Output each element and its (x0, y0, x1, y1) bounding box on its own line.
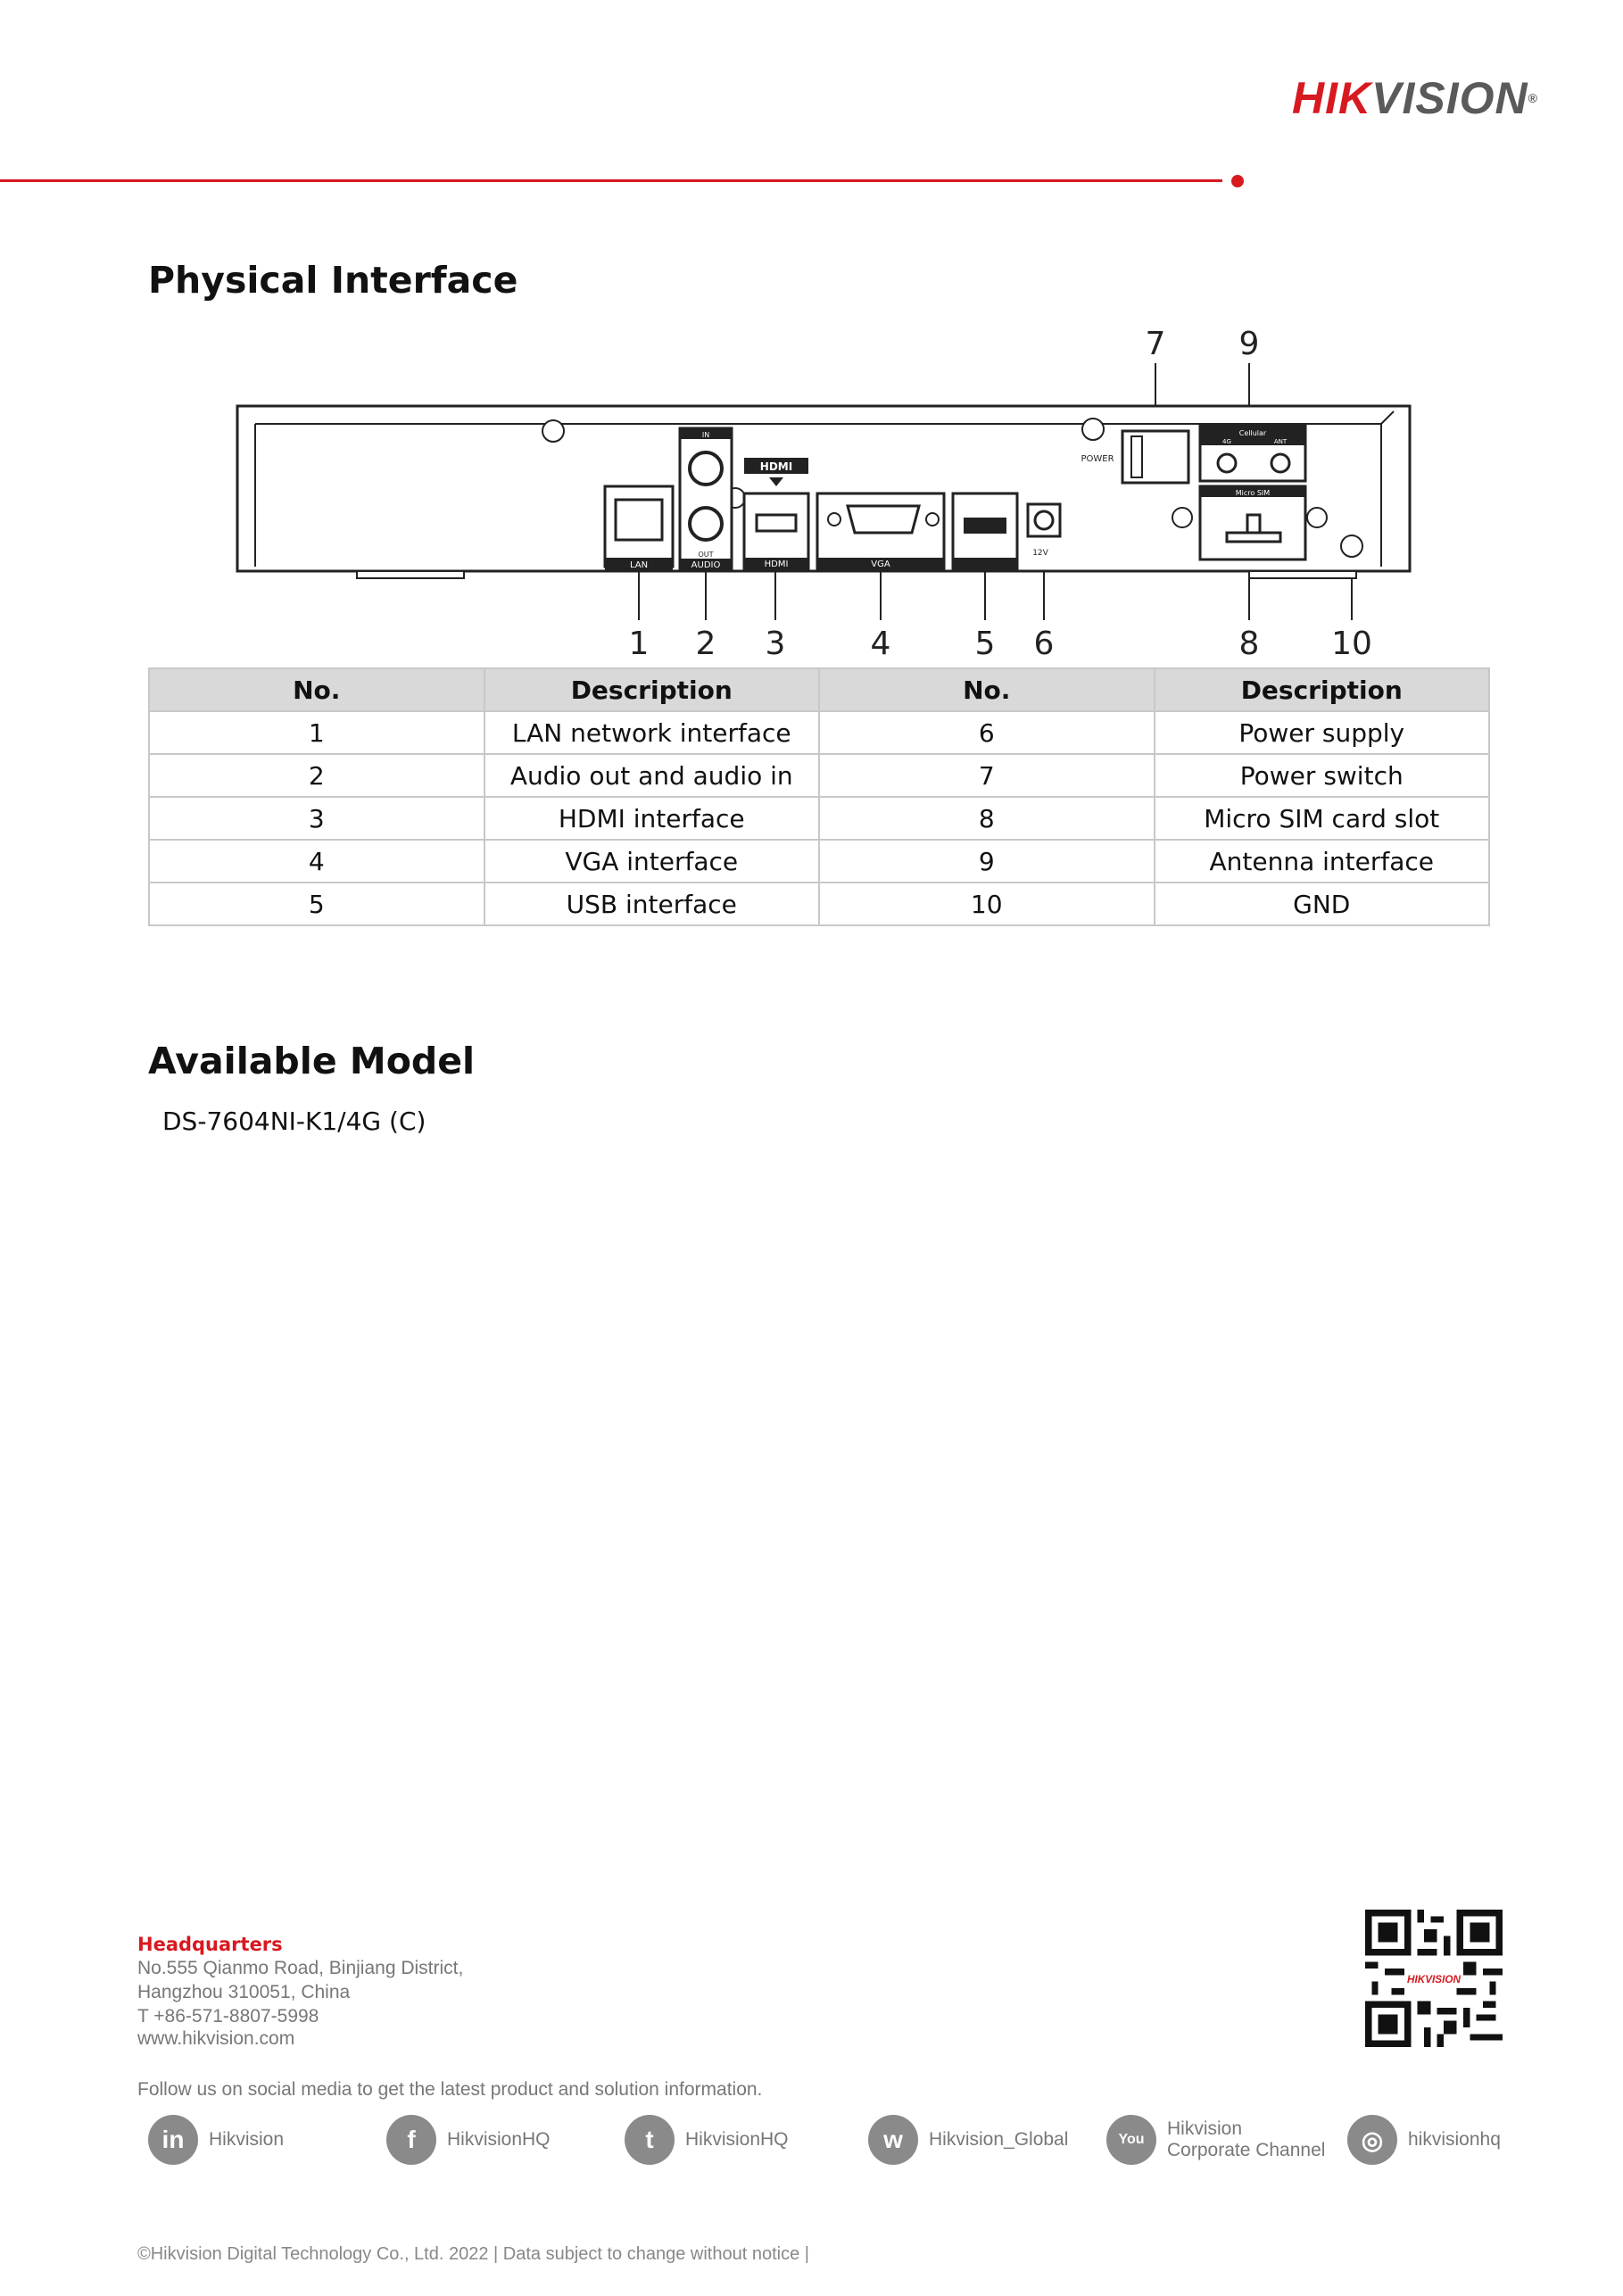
table-row (149, 711, 1489, 754)
youtube-icon: You (1106, 2115, 1156, 2165)
callout-6: 6 (1033, 626, 1055, 662)
copyright-notice: ©Hikvision Digital Technology Co., Ltd. 2022 | Data subject to change without notice | (137, 2244, 809, 2264)
social-label: HikvisionHQ (685, 2129, 789, 2150)
header-no-right: No. (819, 668, 1155, 711)
callout-9: 9 (1238, 326, 1260, 362)
cell-no: 1 (149, 711, 484, 754)
header-description-left: Description (484, 668, 820, 711)
svg-text:AUDIO: AUDIO (691, 560, 721, 570)
svg-text:VGA: VGA (871, 559, 890, 569)
table-row (149, 754, 1489, 797)
cell-no: 6 (819, 711, 1155, 754)
cell-description: USB interface (484, 883, 820, 925)
qr-code (1365, 1910, 1503, 2047)
social-label: HikvisionHQ (447, 2129, 551, 2150)
hikvision-logo: HIKVISION® (1292, 73, 1538, 123)
cell-description: GND (1155, 883, 1490, 925)
social-instagram-link[interactable] (1347, 2113, 1501, 2167)
cell-no: 8 (819, 797, 1155, 840)
hq-phone: T +86-571-8807-5998 (137, 2006, 319, 2027)
cell-description: Antenna interface (1155, 840, 1490, 883)
hq-address-line: Hangzhou 310051, China (137, 1982, 351, 2002)
headquarters-title: Headquarters (137, 1934, 283, 1955)
header-divider (0, 179, 1222, 182)
hq-website-link[interactable]: www.hikvision.com (137, 2028, 295, 2049)
cell-description: VGA interface (484, 840, 820, 883)
cell-description: HDMI interface (484, 797, 820, 840)
callout-7: 7 (1145, 326, 1166, 362)
svg-text:12V: 12V (1032, 549, 1048, 558)
social-label: Hikvision_Global (929, 2129, 1069, 2150)
header-description-right: Description (1155, 668, 1490, 711)
callout-5: 5 (974, 626, 996, 662)
cell-description: Power supply (1155, 711, 1490, 754)
header-divider-dot (1231, 175, 1244, 187)
qr-center-logo: HIKVISION (1407, 1974, 1461, 1986)
svg-text:Micro SIM: Micro SIM (1235, 489, 1271, 497)
svg-text:4G: 4G (1222, 438, 1231, 445)
callout-3: 3 (765, 626, 786, 662)
table-header-row (149, 668, 1489, 711)
cell-description: LAN network interface (484, 711, 820, 754)
linkedin-icon: in (148, 2115, 198, 2165)
svg-text:HDMI: HDMI (759, 460, 793, 473)
social-wechat-link[interactable] (868, 2113, 1068, 2167)
cell-no: 9 (819, 840, 1155, 883)
social-linkedin-link[interactable] (148, 2113, 284, 2167)
section-title-available-model: Available Model (148, 1040, 476, 1082)
social-label: Hikvision (1167, 2118, 1243, 2139)
callout-8: 8 (1238, 626, 1260, 662)
svg-text:POWER: POWER (1081, 454, 1114, 464)
callout-2: 2 (695, 626, 716, 662)
instagram-icon: ◎ (1347, 2115, 1397, 2165)
cell-no: 7 (819, 754, 1155, 797)
cell-no: 10 (819, 883, 1155, 925)
header-no-left: No. (149, 668, 484, 711)
social-youtube-link[interactable] (1106, 2113, 1325, 2167)
callout-10: 10 (1331, 626, 1372, 662)
section-title-physical-interface: Physical Interface (148, 259, 518, 302)
cell-description: Micro SIM card slot (1155, 797, 1490, 840)
social-facebook-link[interactable] (386, 2113, 551, 2167)
svg-text:ANT: ANT (1273, 438, 1288, 445)
svg-text:IN: IN (701, 431, 710, 439)
follow-us-text: Follow us on social media to get the latest product and solution information. (137, 2079, 763, 2100)
social-label: hikvisionhq (1408, 2129, 1501, 2150)
table-row (149, 883, 1489, 925)
table-row (149, 797, 1489, 840)
social-twitter-link[interactable] (625, 2113, 789, 2167)
facebook-icon: f (386, 2115, 436, 2165)
cell-no: 5 (149, 883, 484, 925)
cell-no: 3 (149, 797, 484, 840)
callout-1: 1 (628, 626, 650, 662)
svg-text:LAN: LAN (629, 560, 649, 570)
social-label-secondary: Corporate Channel (1167, 2140, 1326, 2160)
cell-description: Audio out and audio in (484, 754, 820, 797)
cell-no: 4 (149, 840, 484, 883)
model-number: DS-7604NI-K1/4G (C) (162, 1107, 426, 1136)
svg-text:OUT: OUT (698, 551, 714, 559)
twitter-icon: t (625, 2115, 675, 2165)
physical-interface-table (148, 667, 1490, 926)
svg-text:HDMI: HDMI (764, 559, 789, 569)
svg-text:Cellular: Cellular (1238, 429, 1267, 437)
cell-no: 2 (149, 754, 484, 797)
social-label: Hikvision (209, 2129, 285, 2150)
table-row (149, 840, 1489, 883)
rear-panel-diagram (223, 326, 1419, 665)
wechat-icon: w (868, 2115, 918, 2165)
cell-description: Power switch (1155, 754, 1490, 797)
hq-address-line: No.555 Qianmo Road, Binjiang District, (137, 1958, 464, 1978)
callout-4: 4 (870, 626, 891, 662)
